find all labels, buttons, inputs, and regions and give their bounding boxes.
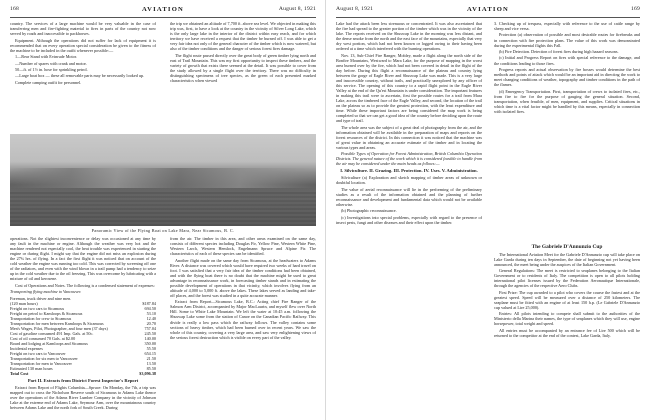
paragraph: The whole area was the subject of a great deal of photography from the air, and the information obtained will be available in the preparation of maps and reports on the forest resources of the district. In this connection it was noticed that the machine was of great value in obtaining an accurate estimate of the timber and in locating the various types and areas. (336, 124, 482, 150)
paragraph: Nov. 13, Sub-Chief Fire Ranger, Mobley, made a flight along the north side of the Bonfire Mountains, Westward to Mara Lake, for the purpose of mapping in the worst area burned over by the fire, which had not been covered in detail in the flight of the day before. During this flight a reconnaissance of the plateau and country lying between the gorge of Eagle River and Shuswap Lake was made. This is a very large and inaccessible country, without trails, and practically unexplored by any officer of this service. The opening of this country to a rapid flight point in the Eagle River Valley at the end of the Qu'est Mountain is under consideration. The important features in making this trail were to ascertain, first the possible routes for a trail from Mara Lake, across the timbered face of the Eagle Valley, and second, the location of the trail on the plateau so as to provide the greatest protection, with the least expenditure and time. While these important factors are being considered the map work is being completed so that we can get a good idea of the country before deciding upon the route and type of trail. (336, 52, 482, 124)
expense-amount: 53.10 (146, 310, 156, 316)
left-page-number: 168 (10, 6, 19, 12)
right-header-rule (336, 17, 640, 18)
expense-total-row (10, 371, 156, 376)
list-item: —Large boat box — these all removable parts may be necessarily looked up. (15, 73, 145, 79)
expense-table (10, 296, 156, 372)
flying-boat-photo (10, 134, 316, 226)
left-running-title: AVIATION (142, 6, 184, 13)
paragraph: Progress reports and actual observation by fire bosses would determine the best methods and points of attack which would be an important aid in directing the work to meet changing conditions of weather, topography and timber conditions in the path of the flames. (494, 66, 640, 88)
paragraph: country. The services of a large machine would be very valuable in the case of transferring men and fire-fighting material to fires in parts of the country not now served by roads and inaccessible to packhorses. (10, 21, 156, 37)
right-col1 (336, 21, 482, 416)
paragraph: Extract from Report of Flights Columbia—Spruce: On Monday, the 7th, a trip was mapped out to cross the Nicholson Reserve south of Sicamous to Adams Lake thence over the operations of the Adams River Lumber Company in the vicinity of Johnson Lake at the extreme end of Adams Lake, Seymour Arm, over the mountainous country between Adams Lake and the north fork of South Creek. During (10, 384, 156, 411)
expense-item: Incidental expenses (10, 346, 43, 352)
left-header-rule (10, 17, 316, 18)
expense-item: Transportation for crew to Sicamous (10, 315, 72, 321)
paragraph: from the air. The timber in this area, and other areas examined on the same day, consists of different species including Douglas Fir, Yellow Pine, Western White Pine, Western Larch, Western Hemlock, Engelmann Spruce and Alpine Fir. The characteristics of each of these species can be identified. (170, 236, 316, 257)
expense-item: Cost of oil consumed 70 Gals. at $2.00 (10, 336, 76, 342)
paragraph: operations. Not the slightest inconvenience or delay was occasioned at any time by any fault in the machine or engine. Although the weather was very hot and the machine rendered not especially cool, the heat trouble was experienced in starting the engine or during flight. I might say that the engine did not miss an explosion during the 27¾ hrs. of flying. In a fact the first flight it was noticed that on account of the cold weather the engine was running too cold. This was corrected by screening off one of the radiators, and even with the wind blown in a trail pump had a tendency to seize up in the cold weather due to the oil freezing. This was overcome by lubricating with a mixture of oil and kerosene. (10, 236, 156, 282)
paragraph: The value of aerial reconnaissance will lie in the performing of the preliminary studies as a result of the information obtained and the planning of further reconnaissance and development and fundamental data which would not be available otherwise. (336, 186, 482, 207)
expense-item: Transportation for six men to Vancouver (10, 356, 78, 362)
expense-amount: 140.00 (144, 336, 156, 342)
photo-lake-water (10, 192, 316, 226)
paragraph: (b) Photographic reconnaissance. (341, 208, 397, 214)
expense-amount: 13.50 (146, 361, 156, 367)
right-page (326, 0, 650, 420)
expense-item: Freight on two cars to Vancouver (10, 351, 66, 357)
right-page-header (336, 6, 640, 16)
paragraph: Extract from Report—Sicamous Lake, B.C.: Acting chief Fire Ranger of the Salmon Arm District, accompanied by Major MacLaurin, and myself flew over North Hill. Some to White Lake Mountain. We left the water at 10:45 a.m. following the Shuswap Lake some from the station of Canoe on the Canadian Pacific Railway. This divide is really a low pass which the railway follows. The valley contains some sections of heavy timber, which had been burned over in recent years. We saw the whole of this country, covering a very large area, and saw very enlightening views of the serious forest destruction which is visible on every part of the valley. (170, 299, 316, 340)
right-page-date: August 8, 1921 (336, 6, 374, 12)
expense-amount: 55.50 (146, 346, 156, 352)
expense-item: Freight on petrol to Kamloops & Sicamous (10, 310, 83, 316)
paragraph: General Regulations: The meet is restricted to seaplanes belonging to the Italian Government or to residents of Italy. The competition is open to all pilots holding international pilot licenses issued by the Federation Aeronautique Internationale, through the agencies of the respective Aero Clubs. (494, 268, 640, 289)
list-item: 1—Rear Stand with Evinrude Motor. (15, 54, 77, 60)
expense-amount: 694.50 (144, 305, 156, 311)
expense-item: Estimated 130 man hours (10, 366, 53, 372)
expense-amount: 245.50 (144, 331, 156, 337)
expense-item: (120 man hours) (10, 300, 38, 306)
paragraph: 3. Checking up of trespass, especially with reference to the use of cattle range by sheep and vice versa. (494, 21, 640, 32)
expense-amount: 85.50 (146, 366, 156, 372)
paragraph: Protection (a) observation of possible and most desirable routes for firebreaks and in connection with fire protection plans. The value of this work was demonstrated during the experimental flights this Fall. (494, 32, 640, 48)
paragraph: (b) Fire Detection. Detection of forest fires during high hazard seasons. (499, 49, 619, 55)
paragraph: First Prize: The cup awarded to a pilot who covers the course the fastest and at the greatest speed. Speed will be measured over a distance of 250 kilometers. The seaplane must be fitted with an engine of at least 150 h.p. (Le Gabriele D'Annunzio cup valued at Lire 25,000). (494, 289, 640, 310)
expense-amount: 12.40 (146, 315, 156, 321)
list-item: Complete camping outfit for personnel. (15, 79, 82, 85)
right-page-number: 169 (631, 6, 640, 12)
left-col2-top (170, 21, 316, 131)
paragraph: (c) Investigations into special problems, especially with regard to the presence of insect pests, fungi and other diseases and their effect upon the timber. (336, 214, 482, 225)
expense-item: Freight on two cars to Sicamous (10, 305, 65, 311)
paragraph: Equipment. Although the operations did not suffer for lack of equipment it is recommended that on every operation special consideration be given to the fitness of the machine to be included in the outfit whenever possible:— (10, 37, 156, 53)
paragraph: (c) Initial and Progress Report on fires with special reference to the damage, and the conditions leading to those fires. (494, 55, 640, 66)
paragraph: Entries: All pilots intending to compete shall submit to the authorities of the Ministerio della Marina their names, the type of seaplanes which they will use, engine horsepower, total weight and speed. (494, 311, 640, 327)
expense-amount: 20.70 (146, 320, 156, 326)
paragraph: Silviculture (a) Exploration and sketch mapping of timber areas of unknown or doubtful location. (336, 175, 482, 186)
expense-amount: 654.15 (144, 351, 156, 357)
photo-mountain-ridge (10, 168, 316, 188)
right-col2-bottom (494, 243, 640, 416)
expense-amount: 757.04 (144, 325, 156, 331)
left-col2-bottom (170, 236, 316, 416)
section-list: I. Silviculture. II. Grazing. III. Protection. IV. Uses. V. Administration. (340, 168, 478, 174)
left-page-date: August 8, 1921 (278, 6, 316, 12)
expense-item: Foreman, truck driver and nine men. (10, 295, 72, 301)
paragraph: The International Aviation Meet for the Gabriele D'Annunzio cup will take place on Lake Garda during ten days in September, the date of beginning not yet having been announced, the meet being under the auspices of the Italian Government. (494, 251, 640, 267)
paragraph: The flight route passed directly over the great body of green timber lying north and east of Trail Mountain. This was my first opportunity to inspect these timbers, and the variety of growth that exists there seemed at the detail. It was possible to cover from the study allowed by a single flight over the territory. There was no difficulty in distinguishing specimens of tree species, as the green of each presented marked characteristics when viewed (170, 52, 316, 83)
paragraph: (d) Emergency Transportation. First, transportation of crews to isolated fires, etc., from fire to fire for the purpose of gauging the general situation. Second, transportation, when feasible, of men, equipment, and supplies. Critical situations in which time is a vital factor might be handled by this means, especially in connection with isolated fires. (494, 88, 640, 114)
photo-caption: Panoramic View of the Flying Boat on Lake Mara, Near Sicamous, B. C. (91, 228, 235, 233)
expense-item: Men's Wages, Pilot, Photographer, and four men (37 days) (10, 325, 108, 331)
paragraph: Another flight made on the same day from Sicamous, at the headwaters to Adams River. A distance was covered which would have required two weeks of hard travel on foot. I was satisfied that a very fair idea of the timber conditions had been obtained, and with the flying boat there is no doubt that the machine might be used to great advantage in reconnaissance work, in forecasting timber stands and in estimating the possible development of operations in that vicinity, which involves flying from an altitude of 4,000 to 5,000 ft. above the lakes. These lakes served as landing and take-off places, and the forest was studied in a quite accurate manner. (170, 257, 316, 298)
expense-table-title: Transporting flying machine to Vancouver. (10, 289, 82, 295)
expense-total-label: Total Cost (10, 371, 29, 377)
paragraph: Cost of Operations and Notes. The following is a condensed statement of expenses: (15, 282, 155, 288)
right-col2-top (494, 21, 640, 241)
expense-item: Transportation for men to Vancouver (10, 361, 72, 367)
expense-total-value: $3,096.38 (139, 371, 156, 377)
report-heading: Part II. Extracts from District Forest Inspector's Report (27, 378, 139, 384)
expense-amount: 350.00 (144, 341, 156, 347)
paragraph: Lake had the attack been less strenuous or concentrated. It was also ascertained that the fire had spread to the greater portion of the timber which was in the vicinity of the lake. The reports received on the Shuswap Lake in the morning was less distant, and the dense smoke from the north and the east face of the mountains, especially that very dry west portion, which had not been known or logged owing to their having been ordered at a time which interfered with the burning operations. (336, 21, 482, 52)
list-item: 50—ft. of 1½ in. hose for sprinkling petrol. (15, 66, 88, 72)
left-col1-bottom (10, 236, 156, 416)
paragraph: the trip we obtained an altitude of 7,700 ft. above sea level. We objected in making this trip was, first, to have a look at the country in the vicinity of Silver Long Lake, which is the only large lake in the interior of the district within easy reach, and for which territory we have received a request that the timber be burned off. I was able to get a very fair idea not only of the general character of the timber which is now watered, but also of the timber conditions and the danger of serious forest fires damage. (170, 21, 316, 52)
contest-heading: The Gabriele D'Annunzio Cup (531, 244, 603, 250)
expense-amount: $187.84 (142, 300, 156, 306)
expense-item: Cost of gasoline consumed 491 Imp. Gals. at 50c. (10, 331, 94, 337)
list-item: —Number of spares with crank and motor. (15, 60, 87, 66)
paragraph: All entries must be accompanied by an entrance fee of Lire 500 which will be returned to the competitor at the end of the contest, Lake Garda, Italy. (494, 327, 640, 338)
expense-item: Board and lodging at Kamloops and Sicamous (10, 341, 88, 347)
expense-item: Transportation for men between Kamloops & Sicamous (10, 320, 104, 326)
left-col1-top (10, 21, 156, 131)
paragraph: Possible Types of Operation for Forest Administration, British Columbia Operation Districts. The general nature of the work which it is considered feasible to handle from the air may be considered under the main heads as follows:— (336, 151, 482, 167)
left-page-header (10, 6, 316, 16)
right-running-title: AVIATION (467, 6, 509, 13)
expense-amount: 21.50 (146, 356, 156, 362)
